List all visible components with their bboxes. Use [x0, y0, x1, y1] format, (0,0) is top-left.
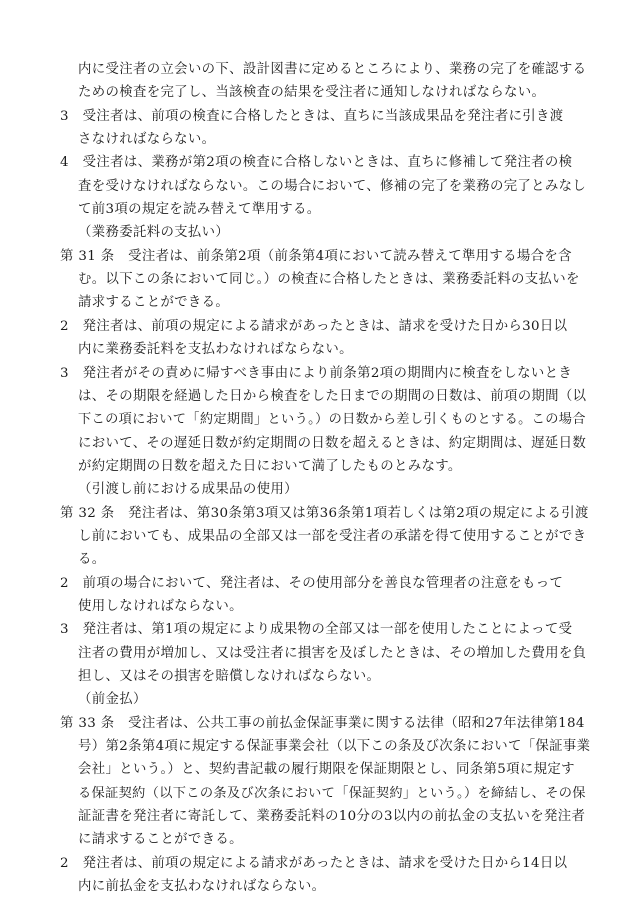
article-heading: （前金払） — [78, 692, 147, 708]
text-line: 請求することができる。 — [78, 295, 230, 311]
article-heading: （引渡し前における成果品の使用） — [78, 482, 298, 498]
text-line: が約定期間の日数を超えた日において満了したものとみなす。 — [78, 458, 462, 474]
article-32-line: 第 32 条 発注者は、第30条第3項又は第36条第1項若しくは第2項の規定による引渡 — [60, 505, 589, 521]
text-line: 号）第2条第4項に規定する保証事業会社（以下この条及び次条において「保証事業 — [78, 738, 591, 754]
clause-2-line: 2 発注者は、前項の規定による請求があったときは、請求を受けた日から30日以 — [60, 318, 568, 334]
article-33-line: 第 33 条 受注者は、公共工事の前払金保証事業に関する法律（昭和27年法律第184 — [60, 715, 585, 731]
text-line: 証証書を発注者に寄託して、業務委託料の10分の3以内の前払金の支払いを発注者 — [78, 809, 586, 824]
clause-4-line: 4 受注者は、業務が第2項の検査に合格しないときは、直ちに修補して発注者の検 — [60, 155, 573, 171]
text-line: ための検査を完了し、当該検査の結果を受注者に通知しなければならない。 — [78, 85, 546, 101]
text-line: さなければならない。 — [78, 132, 216, 147]
clause-3-line: 3 発注者がその責めに帰すべき事由により前条第2項の期間内に検査をしないとき — [60, 365, 573, 381]
text-line: に請求することができる。 — [78, 832, 243, 848]
text-line: む。以下この条において同じ。）の検査に合格したときは、業務委託料の支払いを — [78, 272, 580, 288]
article-31-line: 第 31 条 受注者は、前条第2項（前条第4項において読み替えて準用する場合を含 — [60, 248, 572, 264]
text-line: は、その期限を経過した日から検査をした日までの期間の日数は、前項の期間（以 — [78, 388, 587, 404]
clause-2-line: 2 発注者は、前項の規定による請求があったときは、請求を受けた日から14日以 — [60, 855, 568, 871]
text-line: る。 — [78, 552, 106, 568]
text-line: において、その遅延日数が約定期間の日数を超えるときは、約定期間は、遅延日数 — [78, 435, 587, 451]
text-line: 会社」という。）と、契約書記載の履行期限を保証期限とし、同条第5項に規定す — [78, 762, 575, 778]
text-line: 使用しなければならない。 — [78, 598, 243, 614]
text-line: 下この項において「約定期間」という。）の日数から差し引くものとする。この場合 — [78, 412, 586, 428]
article-heading: （業務委託料の支払い） — [78, 225, 230, 241]
text-line: 注者の費用が増加し、又は受注者に損害を及ぼしたときは、その増加した費用を負 — [78, 645, 587, 661]
text-line: 内に受注者の立会いの下、設計図書に定めるところにより、業務の完了を確認する — [78, 62, 587, 77]
text-line: る保証契約（以下この条及び次条において「保証契約」という。）を締結し、その保 — [78, 785, 586, 801]
text-line: 内に前払金を支払わなければならない。 — [78, 879, 326, 894]
text-line: 内に業務委託料を支払わなければならない。 — [78, 342, 353, 358]
clause-2-line: 2 前項の場合において、発注者は、その使用部分を善良な管理者の注意をもって — [60, 575, 564, 591]
text-line: 査を受けなければならない。この場合において、修補の完了を業務の完了とみなし — [78, 178, 587, 194]
text-line: し前においても、成果品の全部又は一部を受注者の承諾を得て使用することができ — [78, 528, 587, 544]
clause-3-line: 3 発注者は、第1項の規定により成果物の全部又は一部を使用したことによって受 — [60, 622, 573, 638]
clause-3-line: 3 受注者は、前項の検査に合格したときは、直ちに当該成果品を発注者に引き渡 — [60, 108, 564, 124]
text-line: 担し、又はその損害を賠償しなければならない。 — [78, 668, 381, 684]
text-line: て前3項の規定を読み替えて準用する。 — [78, 202, 321, 218]
